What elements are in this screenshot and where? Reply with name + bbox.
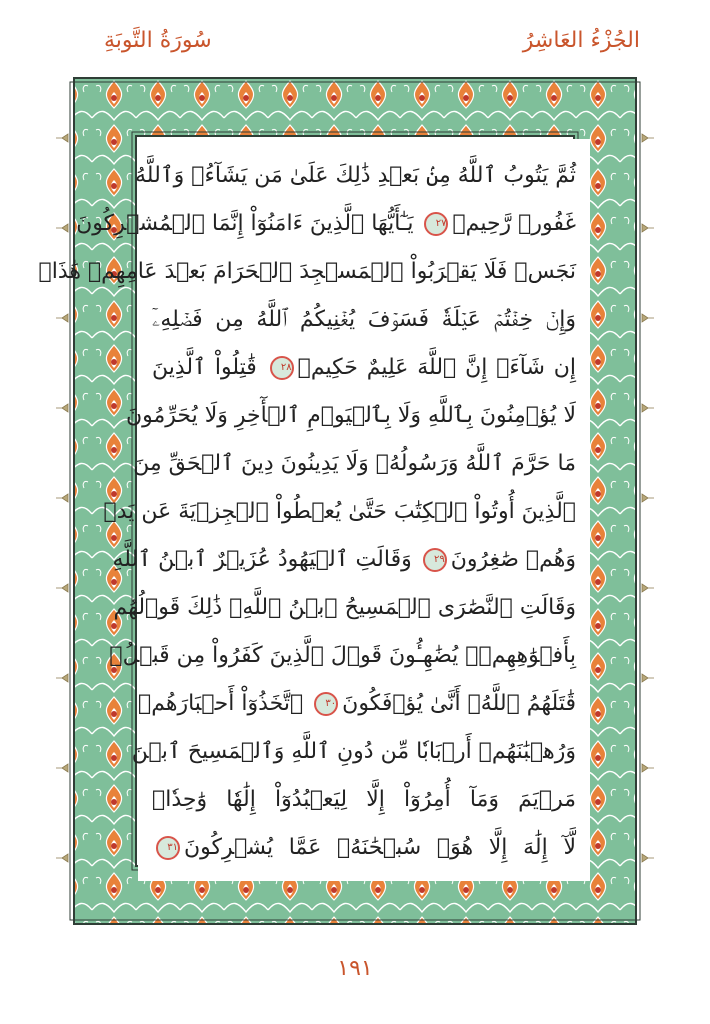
verse-text: لَّآ إِلَٰهَ إِلَّا هُوَۚ سُبۡحَٰنَهُۥ عَمَّا يُشۡرِكُونَ [184, 835, 576, 860]
verse-text: ٱلَّذِينَ أُوتُواْ ٱلۡكِتَٰبَ حَتَّىٰ يُعۡطُواْ ٱلۡجِزۡيَةَ عَن يَدٖ [103, 499, 576, 524]
verse-text: إِن شَآءَۚ إِنَّ ٱللَّهَ عَلِيمٌ حَكِيمٞ [297, 355, 577, 380]
ayah-number-marker: ٢٨ [270, 356, 294, 380]
verse-lines [38, 152, 577, 872]
verse-line [38, 248, 576, 296]
juz-name: الجُزْءُ العَاشِرُ [522, 28, 640, 53]
verse-line [133, 440, 576, 488]
verse-text: وَهُمۡ صَٰغِرُونَ [450, 547, 576, 572]
verse-text: مَا حَرَّمَ ٱللَّهُ وَرَسُولُهُۥ وَلَا يَدِينُونَ دِينَ ٱلۡحَقِّ مِنَ [133, 451, 576, 476]
verse-text: يَـٰٓأَيُّهَا ٱلَّذِينَ ءَامَنُوٓاْ إِنَّمَا ٱلۡمُشۡرِكُونَ [76, 211, 414, 236]
verse-line [109, 632, 576, 680]
ayah-number-marker: ٣١ [156, 836, 180, 860]
ayah-number-marker: ٢٧ [424, 212, 448, 236]
verse-line [152, 824, 576, 872]
surah-name: سُورَةُ التَّوبَةِ [104, 28, 212, 53]
ayah-number-marker: ٢٩ [423, 548, 447, 572]
verse-text: وَرُهۡبَٰنَهُمۡ أَرۡبَابٗا مِّن دُونِ ٱللَّهِ وَٱلۡمَسِيحَ ٱبۡنَ [131, 739, 576, 764]
verse-line [76, 200, 576, 248]
verse-line [138, 680, 576, 728]
verse-text: قَٰتَلَهُمُ ٱللَّهُۖ أَنَّىٰ يُؤۡفَكُونَ [342, 691, 576, 716]
verse-line [152, 296, 576, 344]
verse-line [152, 776, 576, 824]
verse-text: مَرۡيَمَ وَمَآ أُمِرُوٓاْ إِلَّا لِيَعۡبُدُوٓاْ إِلَٰهٗا وَٰحِدٗاۖ [152, 787, 576, 812]
verse-text: غَفُورٞ رَّحِيمٞ [452, 211, 576, 236]
verse-text: ٱتَّخَذُوٓاْ أَحۡبَارَهُمۡ [138, 691, 304, 716]
verse-text: وَقَالَتِ ٱلنَّصَٰرَى ٱلۡمَسِيحُ ٱبۡنُ ٱللَّهِۖ ذَٰلِكَ قَوۡلُهُم [113, 595, 576, 620]
verse-line [131, 728, 576, 776]
verse-line [152, 344, 576, 392]
verse-text: لَا يُؤۡمِنُونَ بِٱللَّهِ وَلَا بِٱلۡيَوۡمِ ٱلۡأٓخِرِ وَلَا يُحَرِّمُونَ [125, 403, 576, 428]
verse-text: وَإِنۡ خِفۡتُمۡ عَيۡلَةٗ فَسَوۡفَ يُغۡنِيكُمُ ٱللَّهُ مِن فَضۡلِهِۦٓ [152, 307, 576, 332]
verse-text: وَقَالَتِ ٱلۡيَهُودُ عُزَيۡرٌ ٱبۡنُ ٱللَّهِ [112, 547, 412, 572]
verse-line [103, 488, 576, 536]
ayah-number-marker: ٣٠ [314, 692, 338, 716]
verse-text: قَٰتِلُواْ ٱلَّذِينَ [152, 355, 257, 380]
verse-line [125, 392, 576, 440]
verse-text: بِأَفۡوَٰهِهِمۡۖ يُضَٰهِـُٔونَ قَوۡلَ ٱلَّذِينَ كَفَرُواْ مِن قَبۡلُۚ [109, 643, 576, 668]
verse-text: ثُمَّ يَتُوبُ ٱللَّهُ مِنۢ بَعۡدِ ذَٰلِكَ عَلَىٰ مَن يَشَآءُۗ وَٱللَّهُ [135, 163, 576, 188]
verse-line [113, 584, 576, 632]
verse-line [135, 152, 576, 200]
page-header [0, 26, 710, 66]
verse-line [112, 536, 576, 584]
verse-text: نَجَسٞ فَلَا يَقۡرَبُواْ ٱلۡمَسۡجِدَ ٱلۡحَرَامَ بَعۡدَ عَامِهِمۡ هَٰذَاۚ [38, 259, 576, 284]
page-number: ١٩١ [337, 956, 373, 981]
